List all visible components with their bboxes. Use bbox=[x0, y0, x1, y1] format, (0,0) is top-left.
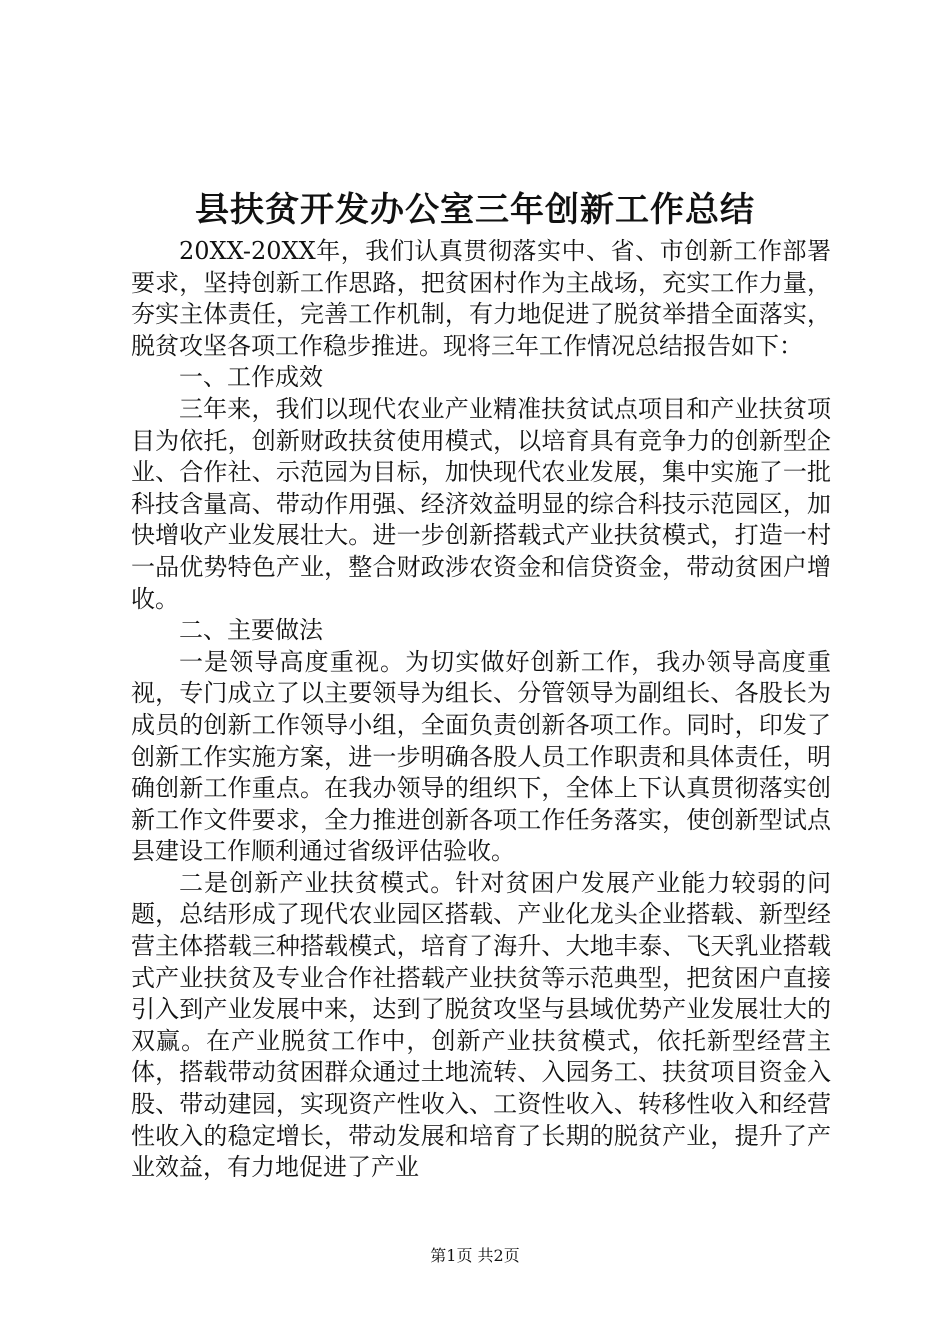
methods-paragraph-1: 一是领导高度重视。为切实做好创新工作，我办领导高度重视，专门成立了以主要领导为组长、分管领导为副组长、各股长为成员的创新工作领导小组，全面负责创新各项工作。同时，印发了创新工作实施方案，进一步明确各股人员工作职责和具体责任，明确创新工作重点。在我办领导的组织下，全体上下认真贯彻落实创新工作文件要求，全力推进创新各项工作任务落实，使创新型试点县建设工作顺利通过省级评估验收。 bbox=[131, 647, 831, 866]
section-heading-results: 一、工作成效 bbox=[179, 363, 323, 392]
methods-paragraph-2: 二是创新产业扶贫模式。针对贫困户发展产业能力较弱的问题，总结形成了现代农业园区搭载、产业化龙头企业搭载、新型经营主体搭载三种搭载模式，培育了海升、大地丰泰、飞天乳业搭载式产业扶贫及专业合作社搭载产业扶贫等示范典型，把贫困户直接引入到产业发展中来，达到了脱贫攻坚与县域优势产业发展壮大的双赢。在产业脱贫工作中，创新产业扶贫模式，依托新型经营主体，搭载带动贫困群众通过土地流转、入园务工、扶贫项目资金入股、带动建园，实现资产性收入、工资性收入、转移性收入和经营性收入的稳定增长，带动发展和培育了长期的脱贫产业，提升了产业效益，有力地促进了产业 bbox=[131, 868, 831, 1182]
section-heading-methods: 二、主要做法 bbox=[179, 616, 323, 645]
document-title: 县扶贫开发办公室三年创新工作总结 bbox=[195, 190, 755, 230]
results-paragraph: 三年来，我们以现代农业产业精准扶贫试点项目和产业扶贫项目为依托，创新财政扶贫使用模式，以培育具有竞争力的创新型企业、合作社、示范园为目标，加快现代农业发展，集中实施了一批科技含量高、带动作用强、经济效益明显的综合科技示范园区，加快增收产业发展壮大。进一步创新搭载式产业扶贫模式，打造一村一品优势特色产业，整合财政涉农资金和信贷资金，带动贫困户增收。 bbox=[131, 394, 831, 613]
page-number-footer: 第1页 共2页 bbox=[430, 1246, 520, 1265]
intro-paragraph: 20XX-20XX年，我们认真贯彻落实中、省、市创新工作部署要求，坚持创新工作思路，把贫困村作为主战场，充实工作力量，夯实主体责任，完善工作机制，有力地促进了脱贫举措全面落实，脱贫攻坚各项工作稳步推进。现将三年工作情况总结报告如下： bbox=[131, 237, 831, 360]
document-body bbox=[131, 236, 831, 1184]
